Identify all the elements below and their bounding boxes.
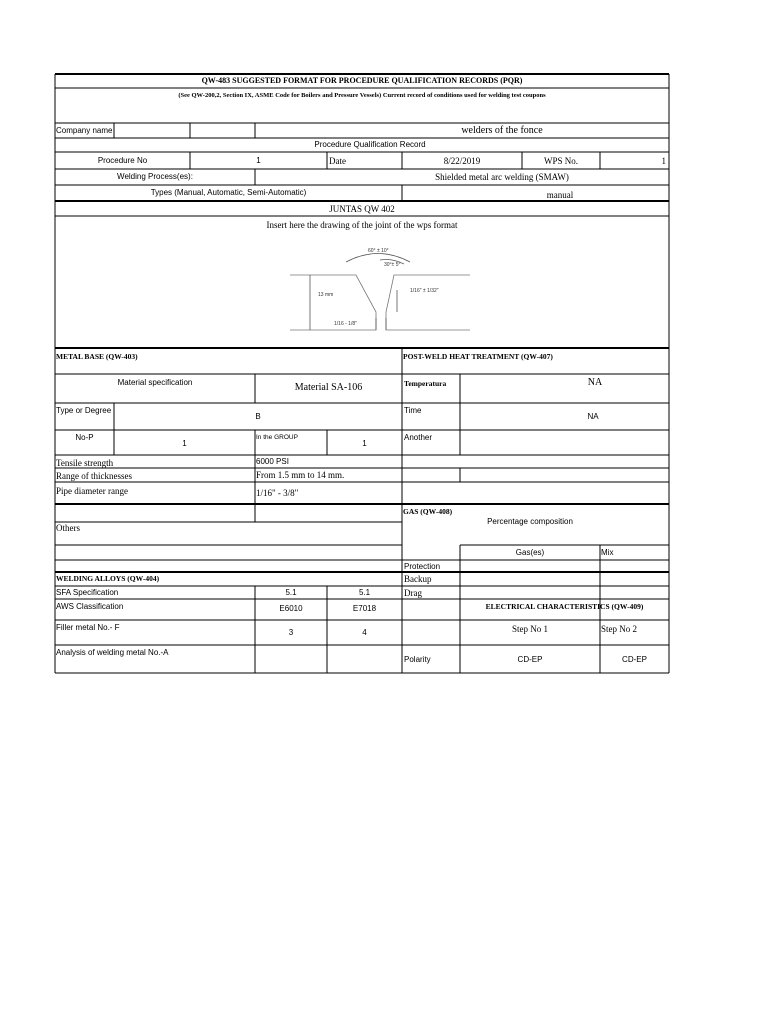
group-value: 1 (362, 439, 367, 448)
gas-title: GAS (QW-408) (403, 507, 453, 516)
type-degree-label: Type or Degree (56, 406, 112, 415)
others-label: Others (56, 523, 80, 533)
no-p-value: 1 (182, 439, 187, 448)
sfa-value-1: 5.1 (285, 588, 297, 597)
temperature-value: NA (587, 377, 603, 388)
step-1-header: Step No 1 (512, 624, 548, 634)
gas-row-drag: Drag (404, 588, 422, 598)
thickness-range-label: Range of thicknesses (56, 471, 132, 481)
analysis-label: Analysis of welding metal No.-A (56, 648, 169, 657)
gas-row-backup: Backup (404, 574, 432, 584)
welding-process-value: Shielded metal arc welding (SMAW) (435, 172, 569, 182)
drawing-thickness-label: 13 mm (318, 292, 334, 298)
aws-label: AWS Classification (56, 602, 124, 611)
welding-process-label: Welding Process(es): (117, 172, 193, 181)
joints-instruction: Insert here the drawing of the joint of the wps format (266, 220, 458, 230)
types-value: manual (546, 190, 574, 200)
step-2-header: Step No 2 (601, 624, 637, 634)
filler-metal-value-2: 4 (362, 628, 367, 637)
another-label: Another (404, 433, 433, 442)
percentage-composition-label: Percentage composition (487, 517, 573, 526)
company-name-label: Company name (56, 126, 113, 135)
material-spec-value: Material SA-106 (294, 382, 363, 393)
polarity-label: Polarity (404, 655, 431, 664)
gas-row-protection: Protection (404, 562, 441, 571)
thickness-range-value: From 1.5 mm to 14 mm. (256, 470, 345, 480)
no-p-label: No-P (75, 433, 94, 442)
procedure-no-label: Procedure No (97, 156, 148, 165)
filler-metal-label: Filler metal No.- F (56, 623, 120, 632)
drawing-bevel-label: 30°± 5° (384, 262, 401, 268)
tensile-label: Tensile strength (56, 458, 114, 468)
time-value: NA (587, 412, 599, 421)
gases-column-header: Gas(es) (515, 548, 545, 557)
joints-title: JUNTAS QW 402 (329, 204, 395, 214)
drawing-gap-label: 1/16 - 1/8" (334, 321, 357, 327)
filler-metal-value-1: 3 (288, 628, 294, 637)
date-value: 8/22/2019 (443, 156, 481, 166)
wps-no-value: 1 (661, 156, 666, 166)
form-subtitle: (See QW-200,2, Section IX, ASME Code for Boilers and Pressure Vessels) Current record of conditions used for welding test coupons (178, 92, 546, 99)
pipe-diameter-label: Pipe diameter range (56, 486, 128, 496)
mix-column-header: Mix (601, 548, 614, 557)
tensile-value: 6000 PSI (256, 457, 289, 466)
sfa-value-2: 5.1 (358, 588, 371, 597)
aws-value-2: E7018 (352, 604, 377, 613)
drawing-angle-label: 60° ± 10° (368, 248, 389, 254)
temperature-label: Temperatura (404, 379, 447, 388)
metal-base-title: METAL BASE (QW-403) (56, 352, 138, 361)
polarity-value-2: CD-EP (622, 655, 647, 664)
type-degree-value: B (255, 412, 261, 421)
procedure-no-value: 1 (256, 156, 261, 165)
pqr-title: Procedure Qualification Record (314, 140, 426, 149)
pwht-title: POST-WELD HEAT TREATMENT (QW-407) (403, 352, 553, 361)
aws-value-1: E6010 (279, 604, 303, 613)
material-spec-label: Material specification (117, 378, 193, 387)
wps-no-label: WPS No. (543, 156, 578, 166)
company-name-value: welders of the fonce (461, 125, 543, 136)
sfa-label: SFA Specification (56, 588, 119, 597)
polarity-value-1: CD-EP (517, 655, 543, 664)
form-title: QW-483 SUGGESTED FORMAT FOR PROCEDURE QUALIFICATION RECORDS (PQR) (201, 76, 523, 85)
pipe-diameter-value: 1/16" - 3/8" (256, 488, 299, 498)
group-label: In the GROUP (256, 434, 298, 441)
electrical-title: ELECTRICAL CHARACTERISTICS (QW-409) (485, 602, 644, 611)
time-label: Time (404, 406, 422, 415)
date-label: Date (329, 156, 346, 166)
types-label: Types (Manual, Automatic, Semi-Automatic) (150, 188, 307, 197)
welding-alloys-title: WELDING ALLOYS (QW-404) (56, 574, 160, 583)
drawing-land-label: 1/16" ± 1/32" (410, 288, 439, 294)
